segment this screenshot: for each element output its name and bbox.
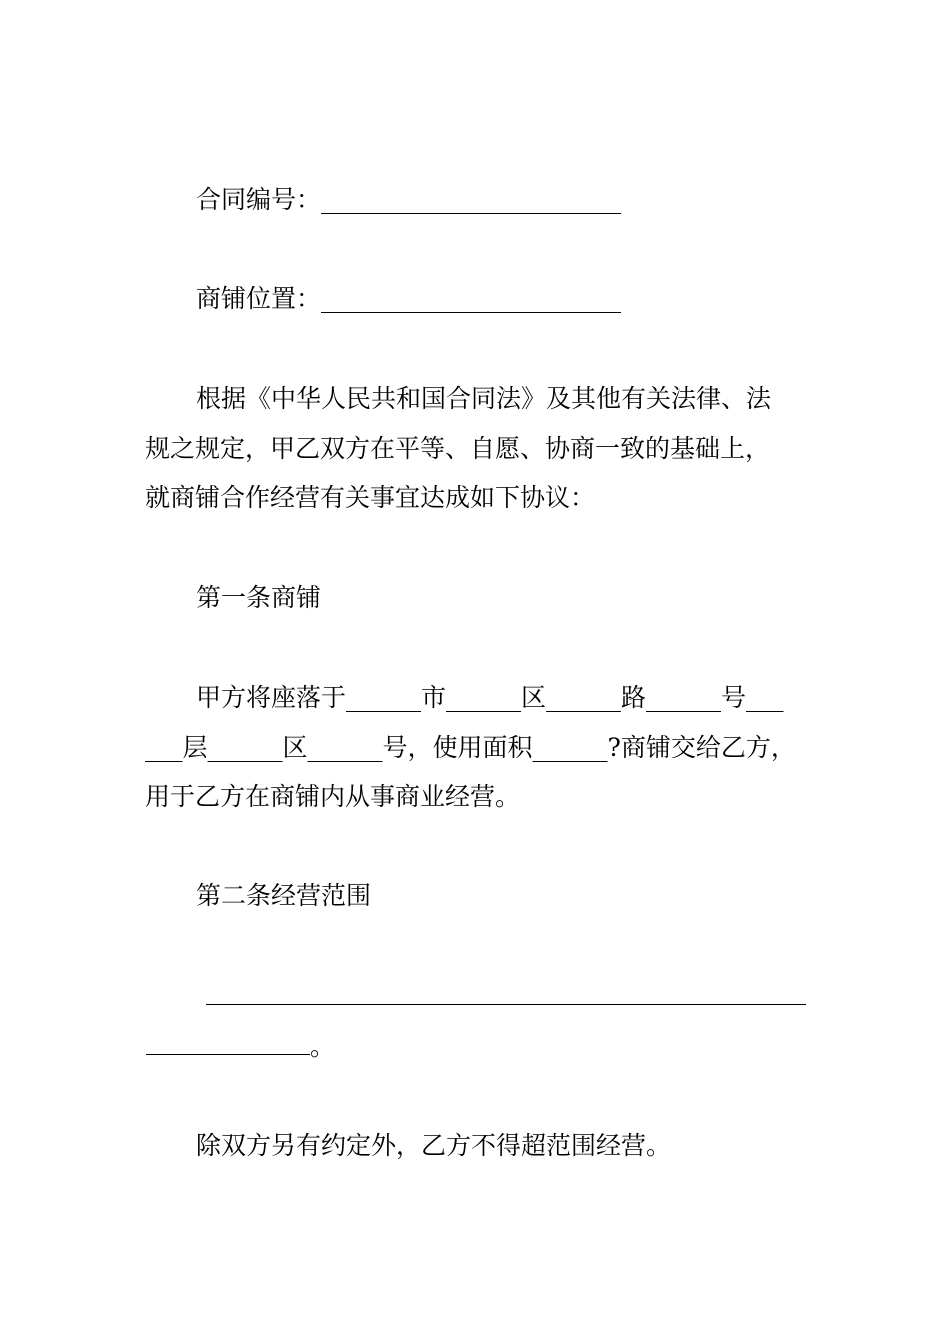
preamble-line-3: 就商铺合作经营有关事宜达成如下协议： [145, 483, 596, 512]
shop-location-row [196, 283, 876, 315]
article-2-title: 第二条经营范围 [196, 881, 372, 910]
article-2-note: 除双方另有约定外，乙方不得超范围经营。 [196, 1131, 672, 1160]
shop-location-blank: ________________________ [321, 284, 622, 313]
contract-number-blank: ________________________ [321, 185, 622, 214]
article-1-line-1: 甲方将座落于______市______区______路______号___ [196, 683, 784, 712]
preamble-line-2: 规之规定，甲乙双方在平等、自愿、协商一致的基础上， [145, 434, 771, 463]
article-1-line-2: ___层______区______号，使用面积______?商铺交给乙方， [145, 733, 796, 762]
article-1-title: 第一条商铺 [196, 583, 322, 612]
contract-number-row [196, 184, 876, 216]
business-scope-end-mark: 。 [310, 1032, 336, 1061]
article-1-line-3: 用于乙方在商铺内从事商业经营。 [145, 782, 521, 811]
business-scope-blank-2 [146, 1054, 310, 1055]
preamble-line-1: 根据《中华人民共和国合同法》及其他有关法律、法 [196, 384, 772, 413]
contract-number-label: 合同编号： [196, 185, 322, 214]
business-scope-blank-1 [206, 1004, 806, 1005]
shop-location-label: 商铺位置： [196, 284, 322, 313]
